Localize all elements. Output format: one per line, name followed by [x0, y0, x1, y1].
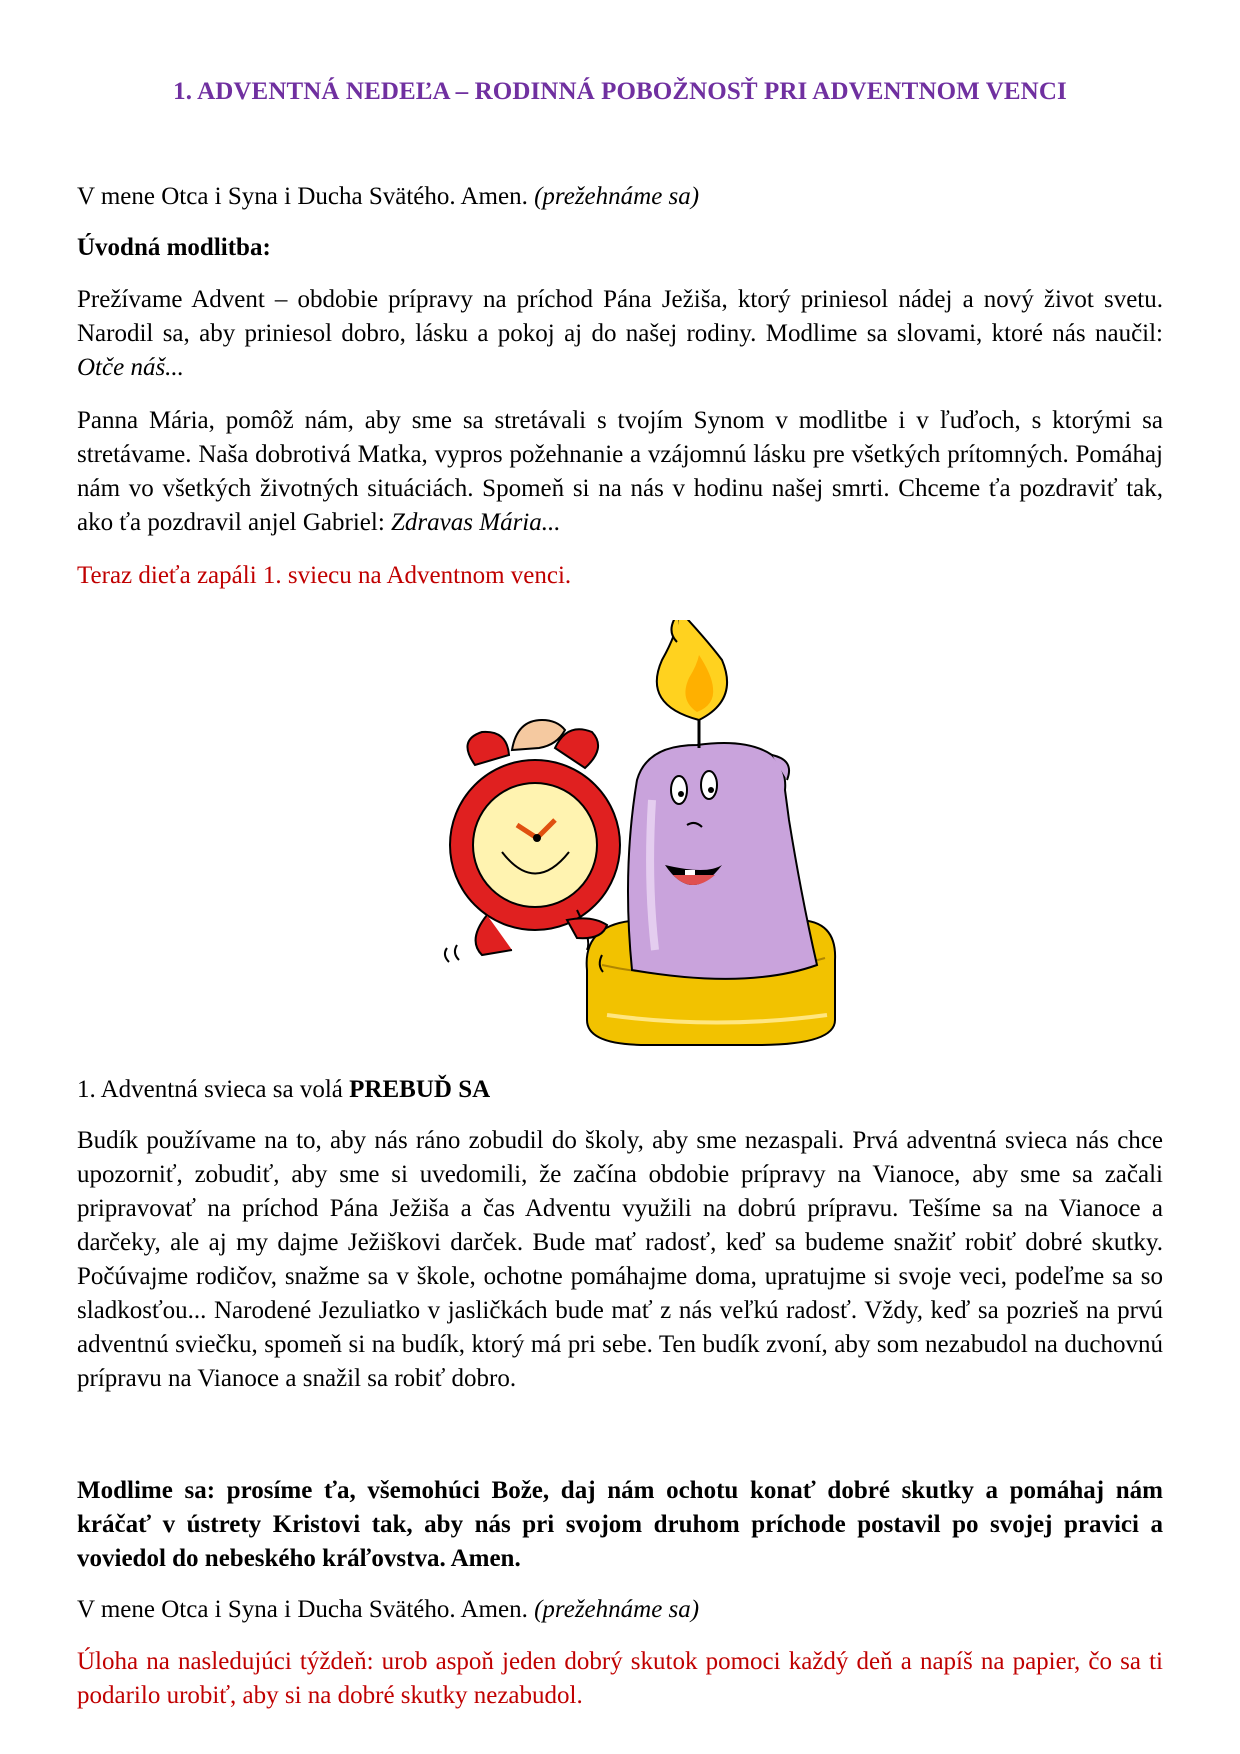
opening-paragraph-2: [77, 404, 1163, 540]
candle-name: PREBUĎ SA: [349, 1076, 491, 1103]
sign-of-cross-note: (prežehnáme sa): [534, 183, 700, 210]
sign-of-cross-opening: [77, 180, 1163, 214]
sign-of-cross-closing: [77, 1593, 1163, 1627]
candle-lighting-instruction: Teraz dieťa zapáli 1. sviecu na Adventnom venci.: [77, 562, 572, 589]
weekly-task: Úloha na nasledujúci týždeň: urob aspoň jeden dobrý skutok pomoci každý deň a napíš na papier, čo sa ti podarilo urobiť, aby si na dobré skutky nezabudol.: [77, 1648, 1163, 1709]
hail-mary-prayer: Zdravas Mária...: [391, 509, 561, 536]
candle-icon: [587, 620, 835, 1045]
reflection-paragraph: Budík používame na to, aby nás ráno zobudil do školy, aby sme nezaspali. Prvá adventná svieca nás chce upozorniť, zobudiť, aby sme si uvedomili, že začína obdobie prípravy na Vianoce, aby sme sa začali pripravovať na príchod Pána Ježiša a čas Adventu využili na dobrú prípravu. Tešíme sa na Vianoce a darčeky, ale aj my dajme Ježiškovi darček. Bude mať radosť, keď sa budeme snažiť robiť dobré skutky. Počúvajme rodičov, snažme sa v škole, ochotne pomáhajme doma, upratujme si svoje veci, podeľme sa so sladkosťou... Narodené Jezuliatko v jasličkách bude mať z nás veľkú radosť. Vždy, keď sa pozrieš na prvú adventnú sviečku, spomeň si na budík, ktorý má pri sebe. Ten budík zvoní, aby som nezabudol na duchovnú prípravu na Vianoce a snažil sa robiť dobro.: [77, 1127, 1163, 1392]
candle-name-line: [77, 1073, 1163, 1107]
opening-paragraph-1-text: Prežívame Advent – obdobie prípravy na príchod Pána Ježiša, ktorý priniesol nádej a nový život svetu. Narodil sa, aby priniesol dobro, lásku a pokoj aj do našej rodiny. Modlime sa slovami, ktoré nás naučil:: [77, 286, 1163, 347]
closing-prayer: Modlime sa: prosíme ťa, všemohúci Bože, daj nám ochotu konať dobré skutky a pomáhaj nám kráčať v ústrety Kristovi tak, aby nás pri svojom druhom príchode postavil po svojej pravici a voviedol do nebeského kráľovstva. Amen.: [77, 1477, 1163, 1572]
sign-of-cross-end-text: V mene Otca i Syna i Ducha Svätého. Amen.: [77, 1596, 528, 1623]
opening-paragraph-1: [77, 283, 1163, 385]
opening-paragraph-2-text: Panna Mária, pomôž nám, aby sme sa stretávali s tvojím Synom v modlitbe i v ľuďoch, s ktorými sa stretávame. Naša dobrotivá Matka, vypros požehnanie a vzájomnú lásku pre všetkých prítomných. Pomáhaj nám vo všetkých životných situáciách. Spomeň si na nás v hodinu našej smrti. Chceme ťa pozdraviť tak, ako ťa pozdravil anjel Gabriel:: [77, 407, 1163, 536]
alarm-clock-icon: [445, 720, 620, 972]
our-father-prayer: Otče náš...: [77, 354, 184, 381]
candle-name-prefix: 1. Adventná svieca sa volá: [77, 1076, 343, 1103]
candle-and-clock-illustration: [417, 620, 917, 1060]
opening-prayer-heading: Úvodná modlitba:: [77, 234, 271, 261]
sign-of-cross-text: V mene Otca i Syna i Ducha Svätého. Amen.: [77, 183, 528, 210]
sign-of-cross-end-note: (prežehnáme sa): [534, 1596, 700, 1623]
page-title: 1. ADVENTNÁ NEDEĽA – RODINNÁ POBOŽNOSŤ PRI ADVENTNOM VENCI: [173, 78, 1067, 105]
